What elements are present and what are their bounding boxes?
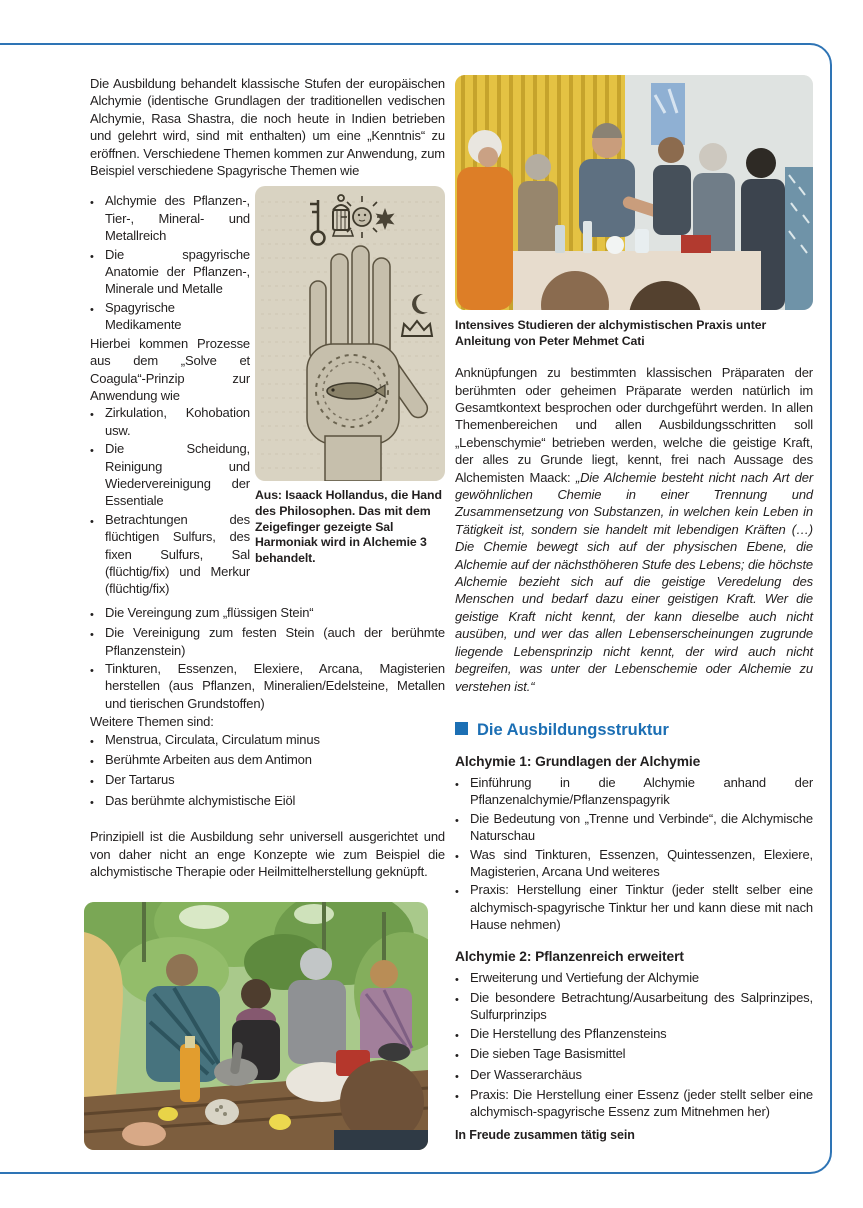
bullet-icon bbox=[455, 846, 470, 881]
bullet-icon bbox=[90, 731, 105, 750]
list-item bbox=[455, 846, 813, 881]
list-item bbox=[90, 792, 445, 811]
left-column bbox=[90, 75, 445, 1150]
list-item-text: Die sieben Tage Basismittel bbox=[470, 1046, 626, 1062]
list-item bbox=[455, 881, 813, 933]
bullet-icon bbox=[90, 511, 105, 598]
list-item bbox=[90, 440, 250, 510]
bullet-icon bbox=[90, 624, 105, 659]
list-item bbox=[455, 1066, 813, 1085]
list-item bbox=[455, 989, 813, 1024]
closing-paragraph: Prinzipiell ist die Ausbildung sehr universell ausgerichtet und von daher nicht an enge Konzepte wie zum Beispiel die alchymistische Therapie oder Heilmittelherstellung geknüpft. bbox=[90, 829, 445, 880]
list-item-text: Erweiterung und Vertiefung der Alchymie bbox=[470, 969, 700, 985]
section-heading bbox=[455, 721, 813, 739]
list-item-text: Menstrua, Circulata, Circulatum minus bbox=[105, 731, 320, 747]
right-column bbox=[455, 75, 813, 1140]
workshop-photo bbox=[455, 75, 813, 310]
list-item bbox=[90, 511, 250, 598]
hand-figure-caption: Aus: Isaack Hollandus, die Hand des Philosophen. Das mit dem Zeigefinger gezeigte Sal Harmoniak wird in Alchemie 3 behandelt. bbox=[255, 488, 442, 565]
paragraph-lead: Anknüpfungen zu bestimmten klassischen Präparaten der berühmten oder geheimen Präparate werden natürlich im Gesamtkontext besprochen oder durchgeführt werden. In allen Themenbereichen und allen Ausbildungsschritten soll „Lebenschymie“ betrieben werden, welche die geistige Kraft, der alles zu Grunde liegt, kennt, frei nach Aussage des Alchemisten Maack: bbox=[455, 365, 813, 485]
list-item-text: Die Vereingung zum „flüssigen Stein“ bbox=[105, 604, 314, 620]
list-item bbox=[90, 192, 250, 244]
square-bullet-icon bbox=[455, 722, 468, 735]
topics-region bbox=[90, 192, 445, 597]
module1-title: Alchymie 1: Grundlagen der Alchymie bbox=[455, 753, 701, 769]
list-item-text: Die spagyrische Anatomie der Pflanzen-, Minerale und Metalle bbox=[105, 246, 250, 297]
narrow-topic-list bbox=[90, 192, 250, 597]
workshop-photo-caption: Intensives Studieren der alchymistischen Praxis unter Anleitung von Peter Mehmet Cati bbox=[455, 318, 767, 348]
list-item bbox=[90, 404, 250, 439]
list-item bbox=[90, 731, 445, 750]
bullet-icon bbox=[455, 1066, 470, 1085]
outdoor-workshop-photo bbox=[84, 902, 428, 1150]
main-paragraph bbox=[455, 364, 813, 695]
workshop-photo-illustration bbox=[455, 75, 813, 310]
bullet-icon bbox=[455, 1045, 470, 1064]
list-item bbox=[455, 969, 813, 988]
fish-icon bbox=[327, 383, 377, 399]
wide-topic-list bbox=[90, 604, 445, 811]
hand-engraving-figure bbox=[255, 186, 445, 566]
list-item-text: Betrachtungen des flüchtigen Sulfurs, des fixen Sulfurs, Sal (flüchtig/fix) und Merkur (flüchtig/fix) bbox=[105, 511, 250, 597]
bullet-icon bbox=[455, 810, 470, 845]
bullet-icon bbox=[455, 1025, 470, 1044]
list-item-text: Praxis: Die Herstellung einer Essenz (jeder stellt selber eine alchymisch-spagyrische Essenz zum Mitnehmen her) bbox=[470, 1087, 813, 1120]
interlude-text: Hierbei kommen Prozesse aus dem „Solve et Coagula“-Prinzip zur Anwendung wie bbox=[90, 335, 250, 403]
list-item-text: Alchymie des Pflanzen-, Tier-, Mineral- und Metallreich bbox=[105, 193, 250, 244]
list-item bbox=[455, 1045, 813, 1064]
list-item bbox=[455, 774, 813, 809]
section-title: Die Ausbildungsstruktur bbox=[477, 720, 669, 739]
bullet-icon bbox=[90, 404, 105, 439]
list-item-text: Was sind Tinkturen, Essenzen, Quintessenzen, Elexiere, Magisterien, Arcana Und weiteres bbox=[470, 846, 813, 879]
hand-engraving-illustration bbox=[255, 186, 445, 481]
list-item bbox=[90, 771, 445, 790]
more-topics-label: Weitere Themen sind: bbox=[90, 714, 214, 730]
list-item-text: Einführung in die Alchymie anhand der Pflanzenalchymie/Pflanzenspagyrik bbox=[470, 774, 813, 808]
list-item bbox=[90, 604, 445, 623]
module2-title: Alchymie 2: Pflanzenreich erweitert bbox=[455, 948, 684, 964]
bullet-icon bbox=[90, 604, 105, 623]
list-item-text: Die Scheidung, Reinigung und Wiedervereinigung der Essentiale bbox=[105, 441, 250, 509]
bullet-icon bbox=[90, 246, 105, 298]
bullet-icon bbox=[455, 989, 470, 1024]
list-item-text: Die Bedeutung von „Trenne und Verbinde“, die Alchymische Naturschau bbox=[470, 810, 813, 844]
intro-paragraph: Die Ausbildung behandelt klassische Stufen der europäischen Alchymie (identische Grundlagen der traditionellen vedischen Alchymie, Rasa Shastra, die noch heute in Indien betrieben und gelehrt wird, sind mit enthalten) um eine „Kenntnis“ zu eröffnen. Verschiedene Themen kommen zur Anwendung, zum Beispiel verschiedene Spagyrische Themen wie bbox=[90, 76, 445, 179]
list-item-text: Tinkturen, Essenzen, Elexiere, Arcana, Magisterien herstellen (aus Pflanzen, Mineralien/Edelsteine, Metallen und tierischen Grundstoffen) bbox=[105, 661, 445, 711]
list-item bbox=[90, 299, 250, 334]
list-item-text: Der Wasserarchäus bbox=[470, 1066, 582, 1082]
list-item bbox=[90, 751, 445, 770]
list-item-text: Zirkulation, Kohobation usw. bbox=[105, 405, 250, 438]
list-item bbox=[455, 1086, 813, 1121]
list-item-text: Die besondere Betrachtung/Ausarbeitung des Salprinzipes, Sulfurprinzips bbox=[470, 989, 813, 1023]
maack-quote: „Die Alchemie besteht nicht nach Art der gewöhnlichen Chemie in einer Trennung und Zusammensetzung von Substanzen, in welchen kein Leben in Tätigkeit ist, sondern sie handelt mit lebendigen Kräften (…) Die Chemie bewegt sich auf der physischen Ebene, die Alchemie auf der nächsthöheren Stufe des Lebens; die höchste Alchemie bezieht sich auf die geistige Veredelung des Menschen und bedarf dazu einer geistigen Kraft. Wer die geistige Kraft nicht kennt, der kann dieselbe auch nicht ausüben, und wer das allen Lebenserscheinungen zugrunde liegende Lebensprinzip nicht kennt, der wird auch nicht begreifen, was unter der Lebenschemie oder Alchemie zu verstehen ist.“ bbox=[455, 469, 813, 694]
bullet-icon bbox=[455, 881, 470, 933]
bullet-icon bbox=[455, 969, 470, 988]
bullet-icon bbox=[90, 192, 105, 244]
list-item bbox=[90, 660, 445, 712]
bullet-icon bbox=[90, 440, 105, 510]
list-item-text: Der Tartarus bbox=[105, 772, 175, 788]
list-item-text: Die Herstellung des Pflanzensteins bbox=[470, 1025, 667, 1041]
list-item-text: Das berühmte alchymistische Eiöl bbox=[105, 792, 296, 808]
list-item bbox=[455, 810, 813, 845]
list-item bbox=[90, 246, 250, 298]
module1-list bbox=[455, 774, 813, 934]
list-item bbox=[90, 624, 445, 659]
bullet-icon bbox=[90, 792, 105, 811]
outdoor-photo-illustration bbox=[84, 902, 428, 1150]
bullet-icon bbox=[455, 1086, 470, 1121]
module2-list bbox=[455, 969, 813, 1121]
list-item-text: Berühmte Arbeiten aus dem Antimon bbox=[105, 752, 312, 768]
list-item-text: Spagyrische Medikamente bbox=[105, 299, 182, 333]
list-item bbox=[455, 1025, 813, 1044]
list-item-text: Praxis: Herstellung einer Tinktur (jeder stellt selber eine alchymisch-spagyrische Tinktur her und kann diese mit nach Hause nehmen) bbox=[470, 882, 813, 933]
bullet-icon bbox=[455, 774, 470, 809]
list-item-text: Die Vereinigung zum festen Stein (auch der berühmte Pflanzenstein) bbox=[105, 625, 445, 658]
bullet-icon bbox=[90, 660, 105, 712]
bullet-icon bbox=[90, 771, 105, 790]
bullet-icon bbox=[90, 751, 105, 770]
footer-note: In Freude zusammen tätig sein bbox=[455, 1128, 635, 1142]
bullet-icon bbox=[90, 299, 105, 334]
